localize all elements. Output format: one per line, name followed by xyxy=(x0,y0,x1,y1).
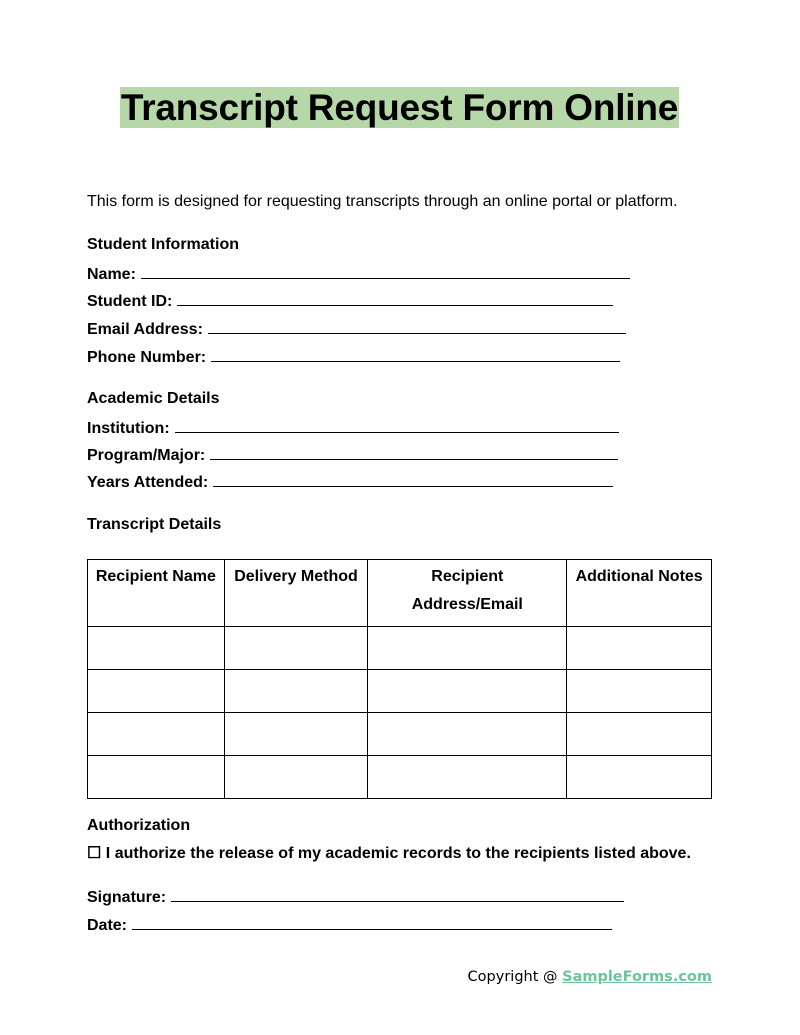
table-cell[interactable] xyxy=(368,756,567,799)
col-additional-notes: Additional Notes xyxy=(567,560,712,627)
col-recipient-address: Recipient Address/Email xyxy=(368,560,567,627)
institution-line[interactable] xyxy=(175,418,619,433)
table-header-row xyxy=(88,560,712,627)
copyright-footer xyxy=(468,969,712,985)
col-delivery-method: Delivery Method xyxy=(224,560,368,627)
table-cell[interactable] xyxy=(368,627,567,670)
table-cell[interactable] xyxy=(368,713,567,756)
phone-field[interactable] xyxy=(87,347,620,367)
signature-line[interactable] xyxy=(171,887,624,902)
brand-link[interactable]: SampleForms.com xyxy=(562,969,712,985)
academic-heading: Academic Details xyxy=(87,390,220,407)
email-line[interactable] xyxy=(208,319,626,334)
student-id-label: Student ID: xyxy=(87,293,173,310)
signature-label: Signature: xyxy=(87,889,167,906)
table-cell[interactable] xyxy=(368,670,567,713)
program-line[interactable] xyxy=(210,445,618,460)
table-cell[interactable] xyxy=(224,713,368,756)
table-row xyxy=(88,713,712,756)
years-line[interactable] xyxy=(213,472,613,487)
intro-text: This form is designed for requesting transcripts through an online portal or platform. xyxy=(87,193,678,210)
phone-line[interactable] xyxy=(211,347,620,362)
years-field[interactable] xyxy=(87,472,613,492)
student-id-line[interactable] xyxy=(177,291,613,306)
program-field[interactable] xyxy=(87,445,618,465)
table-cell[interactable] xyxy=(224,670,368,713)
date-line[interactable] xyxy=(132,915,612,930)
table-cell[interactable] xyxy=(88,713,225,756)
table-cell[interactable] xyxy=(224,627,368,670)
institution-field[interactable] xyxy=(87,418,619,438)
student-info-heading: Student Information xyxy=(87,236,239,253)
table-cell[interactable] xyxy=(567,756,712,799)
table-cell[interactable] xyxy=(88,670,225,713)
email-label: Email Address: xyxy=(87,321,203,338)
transcript-table xyxy=(87,559,712,799)
student-id-field[interactable] xyxy=(87,291,613,311)
signature-field[interactable] xyxy=(87,887,624,907)
table-cell[interactable] xyxy=(88,756,225,799)
table-cell[interactable] xyxy=(567,627,712,670)
authorization-heading: Authorization xyxy=(87,817,191,834)
institution-label: Institution: xyxy=(87,420,170,437)
table-cell[interactable] xyxy=(567,670,712,713)
name-line[interactable] xyxy=(141,264,630,279)
date-field[interactable] xyxy=(87,915,612,935)
table-cell[interactable] xyxy=(567,713,712,756)
table-row xyxy=(88,670,712,713)
authorization-text: I authorize the release of my academic records to the recipients listed above. xyxy=(105,845,691,862)
years-label: Years Attended: xyxy=(87,474,209,491)
checkbox[interactable]: ☐ xyxy=(87,845,102,862)
table-cell[interactable] xyxy=(88,627,225,670)
copyright-prefix: Copyright @ xyxy=(467,969,563,985)
name-field[interactable] xyxy=(87,264,630,284)
name-label: Name: xyxy=(87,266,136,283)
title-wrap xyxy=(87,87,712,128)
page-title: Transcript Request Form Online xyxy=(120,87,679,128)
table-row xyxy=(88,756,712,799)
phone-label: Phone Number: xyxy=(87,349,207,366)
email-field[interactable] xyxy=(87,319,626,339)
authorization-statement xyxy=(87,843,691,863)
table-cell[interactable] xyxy=(224,756,368,799)
col-recipient-name: Recipient Name xyxy=(88,560,225,627)
transcript-heading: Transcript Details xyxy=(87,516,222,533)
date-label: Date: xyxy=(87,917,128,934)
program-label: Program/Major: xyxy=(87,447,206,464)
table-row xyxy=(88,627,712,670)
